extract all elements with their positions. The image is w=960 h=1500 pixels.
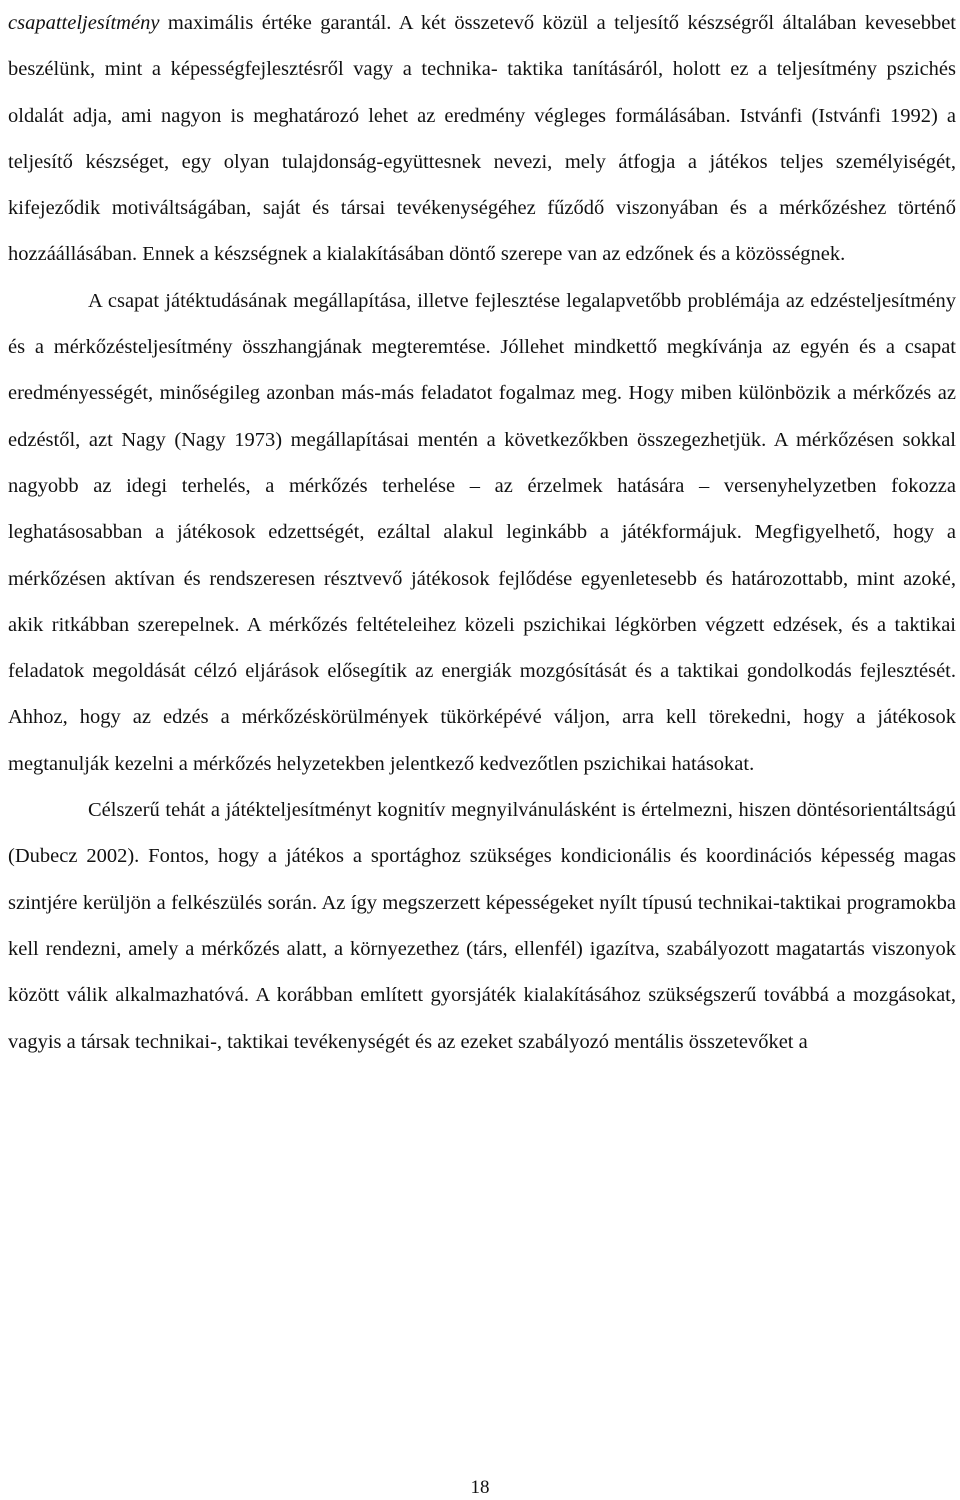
italic-term: csapatteljesítmény [8, 12, 160, 34]
paragraph-text: maximális értéke garantál. A két összetevő közül a teljesítő készségről általában kevesebbet beszélünk, mint a képességfejlesztésről vagy a technika- taktika tanításáról, holott ez a teljesítmény pszichés oldalát adja, ami nagyon is meghatározó lehet az eredmény végleges formálásában. Istvánfi (Istvánfi 1992) a teljesítő készséget, egy olyan tulajdonság-együttesnek nevezi, mely átfogja a játékos teljes személyiségét, kifejeződik motiváltságában, saját és társai tevékenységéhez fűződő viszonyában és a mérkőzéshez történő hozzáállásában. Ennek a készségnek a kialakításában döntő szerepe van az edzőnek és a közösségnek. [8, 12, 956, 266]
page-number: 18 [470, 1477, 490, 1498]
paragraph: A csapat játéktudásának megállapítása, illetve fejlesztése legalapvetőbb problémája az edzésteljesítmény és a mérkőzésteljesítmény összhangjának megteremtése. Jóllehet mindkettő megkívánja az egyén és a csapat eredményességét, minőségileg azonban más-más feladatot fogalmaz meg. Hogy miben különbözik a mérkőzés az edzéstől, azt Nagy (Nagy 1973) megállapításai mentén a következőkben összegezhetjük. A mérkőzésen sokkal nagyobb az idegi terhelés, a mérkőzés terhelése – az érzelmek hatására – versenyhelyzetben fokozza leghatásosabban a játékosok edzettségét, ezáltal alakul leginkább a játékformájuk. Megfigyelhető, hogy a mérkőzésen aktívan és rendszeresen résztvevő játékosok fejlődése egyenletesebb és határozottabb, mint azoké, akik ritkábban szerepelnek. A mérkőzés feltételeihez közeli pszichikai légkörben végzett edzések, és a taktikai feladatok megoldását célzó eljárások elősegítik az energiák mozgósítását és a taktikai gondolkodás fejlesztését. Ahhoz, hogy az edzés a mérkőzéskörülmények tükörképévé váljon, arra kell törekedni, hogy a játékosok megtanulják kezelni a mérkőzés helyzetekben jelentkező kedvezőtlen pszichikai hatásokat. [8, 289, 956, 775]
document-body [8, 0, 956, 1065]
paragraph [8, 0, 956, 278]
paragraph: Célszerű tehát a játékteljesítményt kognitív megnyilvánulásként is értelmezni, hiszen döntésorientáltságú (Dubecz 2002). Fontos, hogy a játékos a sportághoz szükséges kondicionális és koordinációs képesség magas szintjére kerüljön a felkészülés során. Az így megszerzett képességeket nyílt típusú technikai-taktikai programokba kell rendezni, amely a mérkőzés alatt, a környezethez (társ, ellenfél) igazítva, szabályozott magatartás viszonyok között válik alkalmazhatóvá. A korábban említett gyorsjáték kialakításához szükségszerű továbbá a mozgásokat, vagyis a társak technikai-, taktikai tevékenységét és az ezeket szabályozó mentális összetevőket a [8, 799, 956, 1053]
